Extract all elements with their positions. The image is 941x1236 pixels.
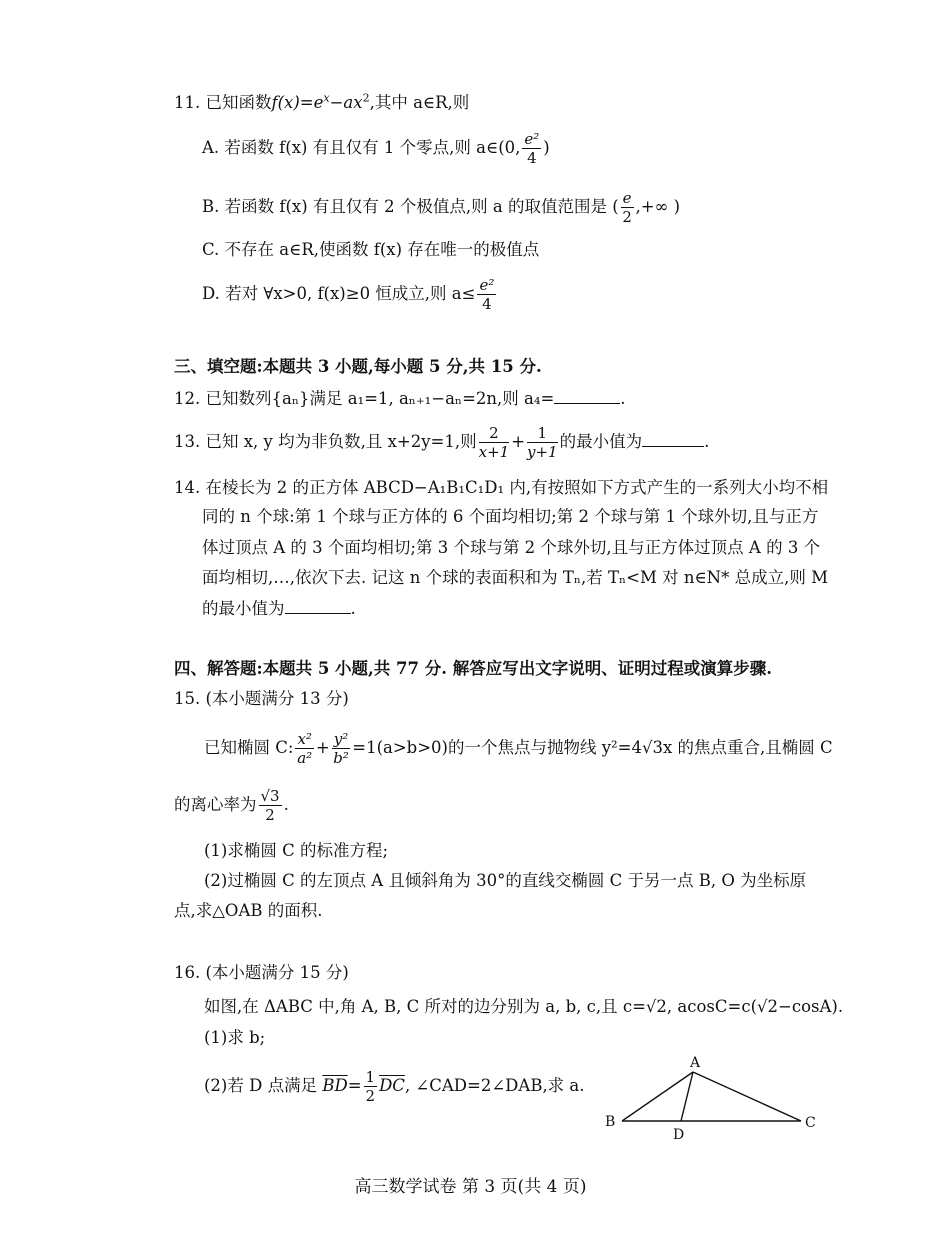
q13-answer-blank[interactable] — [642, 430, 704, 447]
side-ac — [693, 1072, 801, 1121]
q15-x-den: a² — [297, 749, 313, 767]
q11-stem — [174, 90, 469, 116]
section-3-heading: 三、填空题:本题共 3 小题,每小题 5 分,共 15 分. — [174, 357, 542, 376]
q12-answer-blank[interactable] — [554, 387, 620, 404]
q11-exp: x — [323, 91, 330, 105]
q15-x-fraction — [295, 730, 313, 767]
q11-stem-post: ,其中 a∈R,则 — [369, 93, 470, 112]
q12: 12. 已知数列{aₙ}满足 a₁=1, aₙ₊₁−aₙ=2n,则 a₄= . — [174, 389, 626, 408]
q13-post: 的最小值为 — [559, 432, 643, 451]
q13-f2-den: y+1 — [527, 443, 558, 461]
q16-eq: = — [347, 1076, 362, 1095]
q15-x-num: x² — [297, 730, 312, 748]
q15-ecc-den: 2 — [265, 806, 275, 824]
q15-ecc-pre: 的离心率为 — [174, 795, 257, 814]
q13-f1-den: x+1 — [478, 443, 510, 461]
q11-c-text: C. 不存在 a∈R,使函数 f(x) 存在唯一的极值点 — [202, 240, 540, 259]
q15-mid: =1(a>b>0)的一个焦点与抛物线 y²=4√3x 的焦点重合,且椭圆 C — [352, 738, 833, 757]
q15-eccentricity — [174, 787, 289, 824]
q11-b-end: ,+∞ ) — [635, 197, 681, 216]
q16-heading: 16. (本小题满分 15 分) — [174, 963, 349, 982]
triangle-figure — [595, 1052, 830, 1142]
q11-d-text: D. 若对 ∀x>0, f(x)≥0 恒成立,则 a≤ — [202, 284, 476, 303]
q15-pre: 已知椭圆 C: — [204, 738, 294, 757]
q11-option-c — [202, 237, 539, 263]
q16-p2-pre: (2)若 D 点满足 — [204, 1076, 323, 1095]
q13-pre: 13. 已知 x, y 均为非负数,且 x+2y=1,则 — [174, 432, 477, 451]
q13-fraction-2 — [527, 424, 558, 461]
q16-half-num: 1 — [365, 1068, 376, 1086]
q15-stem — [204, 730, 833, 767]
q16-vector-dc: $\overline{DC}$ — [379, 1076, 405, 1095]
q15-part-2a: (2)过椭圆 C 的左顶点 A 且倾斜角为 30°的直线交椭圆 C 于另一点 B, O 为坐标原 — [204, 871, 807, 890]
q11-a-den: 4 — [527, 149, 537, 167]
q11-option-a — [202, 130, 550, 167]
q11-b-num: e — [622, 189, 632, 207]
q13-f2-num: 1 — [527, 424, 558, 443]
q11-a-text: A. 若函数 f(x) 有且仅有 1 个零点,则 a∈(0, — [202, 138, 521, 157]
q14-answer-blank[interactable] — [285, 597, 351, 614]
q16-stem: 如图,在 ΔABC 中,角 A, B, C 所对的边分别为 a, b, c,且 c=√2, acosC=c(√2−cosA). — [204, 997, 844, 1016]
q15-y-den: b² — [333, 749, 349, 767]
label-b: B — [605, 1114, 616, 1130]
label-c: C — [805, 1115, 816, 1131]
q16-part-2 — [204, 1068, 585, 1105]
q16-p2-post: , ∠CAD=2∠DAB,求 a. — [404, 1076, 585, 1095]
q16-half-fraction — [364, 1068, 378, 1105]
q13-plus: + — [511, 432, 526, 451]
label-d: D — [673, 1127, 685, 1142]
q14-line-5-text: 的最小值为 — [202, 599, 285, 618]
page-footer: 高三数学试卷 第 3 页(共 4 页) — [354, 1177, 587, 1197]
q15-y-num: y² — [333, 730, 349, 748]
q11-d-num: e² — [479, 276, 495, 294]
q11-square: 2 — [362, 91, 370, 105]
q15-part-1: (1)求椭圆 C 的标准方程; — [204, 841, 389, 860]
q11-a-fraction — [522, 130, 541, 167]
q15-heading: 15. (本小题满分 13 分) — [174, 689, 349, 708]
q11-d-fraction — [477, 276, 496, 313]
q15-y-fraction — [332, 730, 351, 767]
q15-ecc-num: √3 — [260, 787, 280, 805]
q16-part-1: (1)求 b; — [204, 1028, 266, 1047]
q11-option-d — [202, 276, 498, 313]
q11-a-num: e² — [524, 130, 540, 148]
q15-plus: + — [315, 738, 330, 757]
q11-a-end: ) — [543, 138, 550, 157]
label-a: A — [690, 1055, 701, 1071]
q11-func-mid: −ax — [329, 93, 363, 112]
section-4-heading: 四、解答题:本题共 5 小题,共 77 分. 解答应写出文字说明、证明过程或演算步骤. — [174, 659, 772, 678]
q13: 13. 已知 x, y 均为非负数,且 x+2y=1,则 $\frac{2}{x+1}$ + $\frac{1}{y+1}$ 的最小值为 . — [174, 424, 710, 461]
q15-ecc-end: . — [283, 795, 289, 814]
q15-ecc-fraction — [259, 787, 282, 824]
q11-b-fraction — [621, 189, 634, 226]
q15-part-2b: 点,求△OAB 的面积. — [174, 901, 323, 920]
q11-b-den: 2 — [622, 208, 632, 226]
q13-fraction-1 — [479, 424, 510, 461]
q11-stem-pre: 11. 已知函数 — [174, 93, 272, 112]
q11-d-den: 4 — [482, 295, 492, 313]
q16-vector-bd: $\overline{BD}$ — [322, 1076, 348, 1095]
q11-option-b — [202, 189, 680, 226]
q11-func: f(x)=e — [271, 93, 324, 112]
q14-line-1: 14. 在棱长为 2 的正方体 ABCD−A₁B₁C₁D₁ 内,有按照如下方式产生的一系列大小均不相 — [174, 478, 829, 497]
q14-line-5: 的最小值为 . — [202, 599, 356, 618]
q14-line-4: 面均相切,…,依次下去. 记这 n 个球的表面积和为 Tₙ,若 Tₙ<M 对 n∈N* 总成立,则 M — [202, 568, 828, 587]
q14-line-2: 同的 n 个球:第 1 个球与正方体的 6 个面均相切;第 2 个球与第 1 个球外切,且与正方 — [202, 507, 819, 526]
q13-f1-num: 2 — [479, 424, 510, 443]
q14-line-3: 体过顶点 A 的 3 个面均相切;第 3 个球与第 2 个球外切,且与正方体过顶点 A 的 3 个 — [202, 538, 821, 557]
q11-b-text: B. 若函数 f(x) 有且仅有 2 个极值点,则 a 的取值范围是 ( — [202, 197, 619, 216]
q16-half-den: 2 — [365, 1087, 376, 1105]
q12-text: 12. 已知数列{aₙ}满足 a₁=1, aₙ₊₁−aₙ=2n,则 a₄= — [174, 389, 555, 408]
